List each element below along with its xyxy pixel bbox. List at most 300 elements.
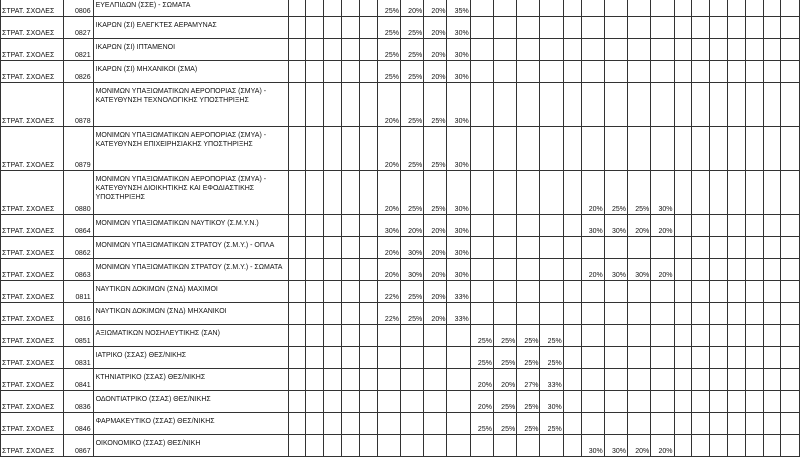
- percent-cell: [359, 369, 377, 391]
- percent-cell: [710, 61, 728, 83]
- percent-cell: [324, 391, 342, 413]
- percent-cell: [628, 237, 651, 259]
- percent-cell: [628, 0, 651, 17]
- percent-cell: [745, 215, 763, 237]
- percent-cell: [288, 171, 306, 215]
- percent-cell: [728, 127, 746, 171]
- percent-cell: [563, 259, 581, 281]
- course-cell: ΝΑΥΤΙΚΩΝ ΔΟΚΙΜΩΝ (ΣΝΔ) ΜΗΧΑΝΙΚΟΙ: [93, 303, 288, 325]
- code-cell: 0851: [64, 325, 94, 347]
- percent-cell: [517, 83, 540, 127]
- category-cell: ΣΤΡΑΤ. ΣΧΟΛΕΣ: [1, 347, 64, 369]
- percent-cell: [763, 369, 781, 391]
- percent-cell: 20%: [424, 61, 447, 83]
- percent-cell: [628, 325, 651, 347]
- percent-cell: [447, 325, 470, 347]
- percent-cell: [447, 391, 470, 413]
- percent-cell: 20%: [424, 303, 447, 325]
- percent-cell: [424, 325, 447, 347]
- percent-cell: [306, 369, 324, 391]
- percent-cell: 25%: [493, 325, 516, 347]
- percent-cell: 25%: [540, 325, 563, 347]
- percent-cell: [674, 303, 692, 325]
- percent-cell: [324, 303, 342, 325]
- course-cell: ΙΚΑΡΩΝ (ΣΙ) ΙΠΤΑΜΕΝΟΙ: [93, 39, 288, 61]
- percent-cell: [540, 303, 563, 325]
- percent-cell: 30%: [400, 237, 423, 259]
- percent-cell: [517, 259, 540, 281]
- percent-cell: [651, 347, 674, 369]
- percent-cell: [728, 215, 746, 237]
- percent-cell: [424, 413, 447, 435]
- percent-cell: [710, 171, 728, 215]
- percent-cell: [359, 215, 377, 237]
- percent-cell: [728, 39, 746, 61]
- table-row: [1, 61, 800, 83]
- empty-cell: [781, 281, 800, 303]
- percent-cell: [306, 391, 324, 413]
- percent-cell: [359, 281, 377, 303]
- percent-cell: [563, 325, 581, 347]
- percent-cell: [306, 303, 324, 325]
- percent-cell: [581, 127, 604, 171]
- percent-cell: [674, 127, 692, 171]
- percent-cell: [563, 127, 581, 171]
- percent-cell: [710, 237, 728, 259]
- percent-cell: [306, 39, 324, 61]
- percent-cell: [288, 281, 306, 303]
- percent-cell: 33%: [447, 303, 470, 325]
- percent-cell: 25%: [400, 39, 423, 61]
- code-cell: 0831: [64, 347, 94, 369]
- percent-cell: [288, 435, 306, 457]
- percent-cell: 35%: [447, 0, 470, 17]
- percent-cell: 20%: [651, 435, 674, 457]
- percent-cell: [424, 347, 447, 369]
- percent-cell: [728, 303, 746, 325]
- percent-cell: 20%: [400, 215, 423, 237]
- percent-cell: [710, 325, 728, 347]
- percent-cell: 30%: [581, 435, 604, 457]
- percent-cell: [692, 435, 710, 457]
- percent-cell: [674, 435, 692, 457]
- percent-cell: [692, 17, 710, 39]
- percent-cell: [470, 61, 493, 83]
- percent-cell: 30%: [447, 39, 470, 61]
- percent-cell: [342, 171, 360, 215]
- percent-cell: [306, 413, 324, 435]
- percent-cell: 25%: [517, 347, 540, 369]
- table-row: [1, 83, 800, 127]
- percent-cell: [517, 61, 540, 83]
- percent-cell: [342, 17, 360, 39]
- percent-cell: [728, 435, 746, 457]
- percent-cell: [710, 413, 728, 435]
- percent-cell: [359, 325, 377, 347]
- percent-cell: [674, 391, 692, 413]
- percent-cell: [493, 281, 516, 303]
- percent-cell: [651, 83, 674, 127]
- percent-cell: 30%: [604, 259, 627, 281]
- percent-cell: [763, 39, 781, 61]
- percent-cell: [493, 17, 516, 39]
- category-cell: ΣΤΡΑΤ. ΣΧΟΛΕΣ: [1, 391, 64, 413]
- percent-cell: 25%: [400, 171, 423, 215]
- percent-cell: [563, 237, 581, 259]
- percent-cell: [324, 17, 342, 39]
- percent-cell: [517, 435, 540, 457]
- percent-cell: [400, 369, 423, 391]
- percent-cell: [674, 347, 692, 369]
- percent-cell: [377, 369, 400, 391]
- percent-cell: [710, 17, 728, 39]
- percent-cell: 20%: [424, 259, 447, 281]
- percent-cell: [493, 259, 516, 281]
- percent-cell: [359, 347, 377, 369]
- percent-cell: [728, 171, 746, 215]
- percent-cell: [342, 237, 360, 259]
- percent-cell: [728, 281, 746, 303]
- percent-cell: [745, 0, 763, 17]
- percent-cell: [710, 259, 728, 281]
- percent-cell: [359, 127, 377, 171]
- percent-cell: 20%: [651, 259, 674, 281]
- percent-cell: 22%: [377, 281, 400, 303]
- table-row: [1, 39, 800, 61]
- percent-cell: [342, 0, 360, 17]
- course-cell: ΜΟΝΙΜΩΝ ΥΠΑΞΙΩΜΑΤΙΚΩΝ ΣΤΡΑΤΟΥ (Σ.Μ.Υ.) - ΟΠΛΑ: [93, 237, 288, 259]
- percent-cell: [628, 413, 651, 435]
- percent-cell: [359, 17, 377, 39]
- percent-cell: 25%: [424, 127, 447, 171]
- code-cell: 0864: [64, 215, 94, 237]
- percent-cell: [581, 0, 604, 17]
- percent-cell: 25%: [400, 17, 423, 39]
- percent-cell: [581, 237, 604, 259]
- percent-cell: [604, 325, 627, 347]
- empty-cell: [781, 325, 800, 347]
- percent-cell: [581, 347, 604, 369]
- percent-cell: 30%: [628, 259, 651, 281]
- percent-cell: [540, 0, 563, 17]
- percent-cell: 25%: [400, 127, 423, 171]
- table-row: [1, 435, 800, 457]
- percent-cell: [692, 61, 710, 83]
- table-row: [1, 259, 800, 281]
- percent-cell: [674, 61, 692, 83]
- percent-cell: [400, 325, 423, 347]
- percent-cell: [728, 237, 746, 259]
- percent-cell: [563, 369, 581, 391]
- percent-cell: [306, 237, 324, 259]
- empty-cell: [781, 17, 800, 39]
- code-cell: 0846: [64, 413, 94, 435]
- percent-cell: [728, 259, 746, 281]
- code-cell: 0836: [64, 391, 94, 413]
- percent-cell: [628, 391, 651, 413]
- percent-cell: [342, 347, 360, 369]
- percent-cell: 20%: [424, 237, 447, 259]
- course-cell: ΜΟΝΙΜΩΝ ΥΠΑΞΙΩΜΑΤΙΚΩΝ ΝΑΥΤΙΚΟΥ (Σ.Μ.Υ.Ν.): [93, 215, 288, 237]
- percent-cell: [692, 325, 710, 347]
- percent-cell: [470, 215, 493, 237]
- percent-cell: [288, 303, 306, 325]
- percent-cell: [359, 237, 377, 259]
- percent-cell: [563, 39, 581, 61]
- percent-cell: [604, 347, 627, 369]
- code-cell: 0878: [64, 83, 94, 127]
- percent-cell: [604, 281, 627, 303]
- percent-cell: 20%: [424, 17, 447, 39]
- percent-cell: [400, 435, 423, 457]
- course-cell: ΑΞΙΩΜΑΤΙΚΩΝ ΝΟΣΗΛΕΥΤΙΚΗΣ (ΣΑΝ): [93, 325, 288, 347]
- percent-cell: [288, 215, 306, 237]
- percent-cell: [674, 369, 692, 391]
- percent-cell: [692, 413, 710, 435]
- code-cell: 0806: [64, 0, 94, 17]
- percent-cell: [342, 391, 360, 413]
- percent-cell: [540, 281, 563, 303]
- percent-cell: 25%: [400, 281, 423, 303]
- percent-cell: [728, 0, 746, 17]
- percent-cell: [692, 303, 710, 325]
- percent-cell: 30%: [447, 127, 470, 171]
- code-cell: 0841: [64, 369, 94, 391]
- percent-cell: [342, 303, 360, 325]
- percent-cell: [540, 259, 563, 281]
- percent-cell: [581, 39, 604, 61]
- percent-cell: [763, 347, 781, 369]
- percent-cell: [288, 413, 306, 435]
- percent-cell: 25%: [493, 347, 516, 369]
- percent-cell: [674, 413, 692, 435]
- code-cell: 0879: [64, 127, 94, 171]
- percent-cell: [581, 83, 604, 127]
- percent-cell: [324, 0, 342, 17]
- empty-cell: [781, 303, 800, 325]
- percent-cell: [581, 413, 604, 435]
- percent-cell: [306, 259, 324, 281]
- percent-cell: 30%: [651, 171, 674, 215]
- percent-cell: [400, 391, 423, 413]
- percent-cell: [470, 0, 493, 17]
- empty-cell: [781, 39, 800, 61]
- percent-cell: [288, 347, 306, 369]
- percent-cell: [493, 303, 516, 325]
- percent-cell: [692, 281, 710, 303]
- category-cell: ΣΤΡΑΤ. ΣΧΟΛΕΣ: [1, 237, 64, 259]
- percent-cell: [563, 413, 581, 435]
- percent-cell: [763, 281, 781, 303]
- percent-cell: [324, 61, 342, 83]
- percent-cell: [763, 0, 781, 17]
- percent-cell: [359, 39, 377, 61]
- percent-cell: 25%: [540, 347, 563, 369]
- percent-cell: [710, 435, 728, 457]
- percent-cell: [745, 303, 763, 325]
- category-cell: ΣΤΡΑΤ. ΣΧΟΛΕΣ: [1, 281, 64, 303]
- percent-cell: [563, 215, 581, 237]
- percent-cell: 25%: [377, 0, 400, 17]
- percent-cell: [628, 303, 651, 325]
- percent-cell: 25%: [470, 347, 493, 369]
- percent-cell: 25%: [377, 61, 400, 83]
- table-row: [1, 303, 800, 325]
- percent-cell: [628, 369, 651, 391]
- percent-cell: [470, 237, 493, 259]
- percent-cell: 25%: [628, 171, 651, 215]
- percent-cell: [493, 215, 516, 237]
- percent-cell: 25%: [377, 17, 400, 39]
- percent-cell: [517, 17, 540, 39]
- percent-cell: [710, 281, 728, 303]
- percent-cell: [517, 39, 540, 61]
- percent-cell: [288, 325, 306, 347]
- percent-cell: [288, 369, 306, 391]
- percent-cell: [692, 171, 710, 215]
- percent-cell: [342, 61, 360, 83]
- percent-cell: [745, 39, 763, 61]
- percent-cell: [745, 259, 763, 281]
- percent-cell: [604, 17, 627, 39]
- percent-cell: [710, 347, 728, 369]
- percent-cell: 30%: [400, 259, 423, 281]
- category-cell: ΣΤΡΑΤ. ΣΧΟΛΕΣ: [1, 171, 64, 215]
- percent-cell: 30%: [447, 171, 470, 215]
- percent-cell: [342, 215, 360, 237]
- category-cell: ΣΤΡΑΤ. ΣΧΟΛΕΣ: [1, 127, 64, 171]
- percent-cell: [745, 17, 763, 39]
- percent-cell: [563, 303, 581, 325]
- percent-cell: [710, 39, 728, 61]
- percent-cell: [540, 435, 563, 457]
- percent-cell: [324, 325, 342, 347]
- percent-cell: [540, 61, 563, 83]
- percent-cell: [745, 237, 763, 259]
- percent-cell: [517, 0, 540, 17]
- percent-cell: [674, 215, 692, 237]
- percent-cell: [710, 215, 728, 237]
- percent-cell: 20%: [377, 83, 400, 127]
- percent-cell: [288, 61, 306, 83]
- percent-cell: 30%: [540, 391, 563, 413]
- category-cell: ΣΤΡΑΤ. ΣΧΟΛΕΣ: [1, 259, 64, 281]
- percent-cell: 25%: [400, 303, 423, 325]
- percent-cell: [581, 17, 604, 39]
- percent-cell: 30%: [447, 237, 470, 259]
- percent-cell: 20%: [377, 127, 400, 171]
- percent-cell: [517, 237, 540, 259]
- percent-cell: [342, 83, 360, 127]
- percent-cell: [324, 281, 342, 303]
- percent-cell: [342, 413, 360, 435]
- empty-cell: [781, 83, 800, 127]
- percent-cell: 30%: [447, 83, 470, 127]
- percent-cell: [628, 83, 651, 127]
- code-cell: 0862: [64, 237, 94, 259]
- percent-cell: 25%: [400, 83, 423, 127]
- percent-cell: [763, 237, 781, 259]
- percent-cell: [692, 215, 710, 237]
- percent-cell: [359, 259, 377, 281]
- percent-cell: [424, 435, 447, 457]
- percent-cell: [728, 347, 746, 369]
- percent-cell: [288, 259, 306, 281]
- percent-cell: [674, 325, 692, 347]
- percent-cell: [674, 39, 692, 61]
- percent-cell: [424, 391, 447, 413]
- percent-cell: 30%: [377, 215, 400, 237]
- percent-cell: 30%: [604, 215, 627, 237]
- course-cell: ΦΑΡΜΑΚΕΥΤΙΚΟ (ΣΣΑΣ) ΘΕΣ/ΝΙΚΗΣ: [93, 413, 288, 435]
- percent-cell: 25%: [493, 413, 516, 435]
- percent-cell: [306, 127, 324, 171]
- percent-cell: [342, 435, 360, 457]
- percent-cell: [517, 303, 540, 325]
- percent-cell: [745, 435, 763, 457]
- percent-cell: [447, 413, 470, 435]
- percent-cell: [763, 215, 781, 237]
- percent-cell: [540, 39, 563, 61]
- percent-cell: [581, 369, 604, 391]
- empty-cell: [781, 237, 800, 259]
- percent-cell: [745, 83, 763, 127]
- percent-cell: [692, 237, 710, 259]
- percent-cell: [377, 325, 400, 347]
- percent-cell: [728, 325, 746, 347]
- percent-cell: 20%: [470, 391, 493, 413]
- percent-cell: [288, 83, 306, 127]
- percent-cell: [692, 369, 710, 391]
- percent-cell: 25%: [517, 325, 540, 347]
- percent-cell: [288, 391, 306, 413]
- table-row: [1, 281, 800, 303]
- percent-cell: [710, 83, 728, 127]
- percent-cell: [470, 171, 493, 215]
- percent-cell: [470, 39, 493, 61]
- percent-cell: [540, 83, 563, 127]
- percent-cell: [493, 171, 516, 215]
- percent-cell: [604, 61, 627, 83]
- percent-cell: [493, 237, 516, 259]
- percent-cell: 25%: [604, 171, 627, 215]
- percent-cell: [447, 369, 470, 391]
- percent-cell: [563, 347, 581, 369]
- percent-cell: [745, 325, 763, 347]
- percent-cell: [745, 61, 763, 83]
- percent-cell: [306, 325, 324, 347]
- percent-cell: [306, 171, 324, 215]
- code-cell: 0880: [64, 171, 94, 215]
- percent-cell: [604, 127, 627, 171]
- percent-cell: [342, 39, 360, 61]
- percent-cell: 30%: [604, 435, 627, 457]
- percent-cell: [540, 215, 563, 237]
- course-cell: ΙΚΑΡΩΝ (ΣΙ) ΕΛΕΓΚΤΕΣ ΑΕΡΑΜΥΝΑΣ: [93, 17, 288, 39]
- percent-cell: 20%: [424, 281, 447, 303]
- percent-cell: [710, 0, 728, 17]
- course-cell: ΟΙΚΟΝΟΜΙΚΟ (ΣΣΑΣ) ΘΕΣ/ΝΙΚΗ: [93, 435, 288, 457]
- percent-cell: [493, 61, 516, 83]
- percent-cell: [517, 127, 540, 171]
- percent-cell: [359, 391, 377, 413]
- percent-cell: [359, 435, 377, 457]
- percent-cell: 33%: [447, 281, 470, 303]
- course-cell: ΝΑΥΤΙΚΩΝ ΔΟΚΙΜΩΝ (ΣΝΔ) ΜΑΧΙΜΟΙ: [93, 281, 288, 303]
- percent-cell: [563, 391, 581, 413]
- percent-cell: [763, 259, 781, 281]
- percent-cell: [628, 17, 651, 39]
